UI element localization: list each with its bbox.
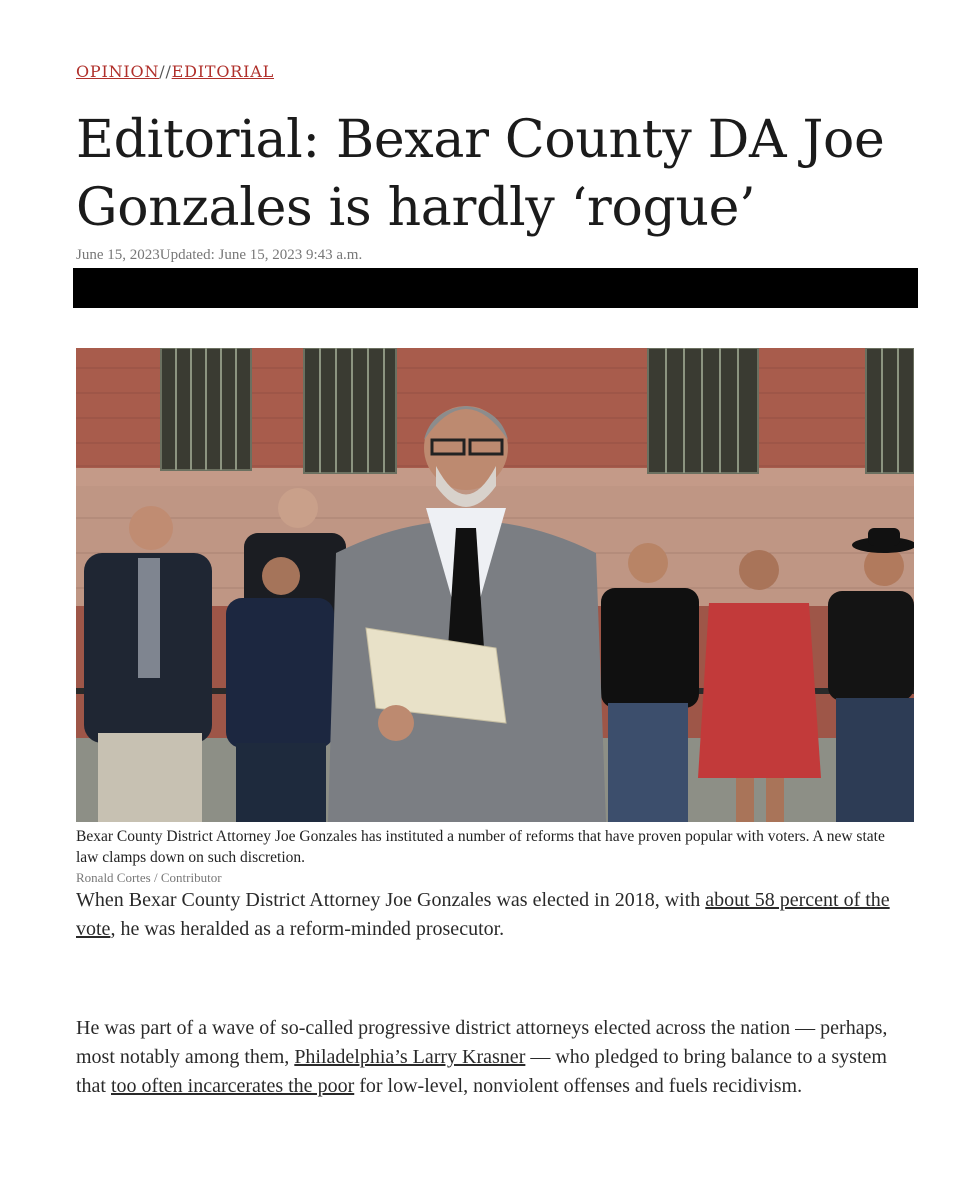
body-paragraph-1 bbox=[76, 886, 916, 944]
redaction-bar bbox=[73, 268, 918, 308]
published-date: June 15, 2023 bbox=[76, 247, 160, 263]
opinion-section-link[interactable]: OPINION bbox=[76, 62, 160, 81]
article-headline: Editorial: Bexar County DA Joe Gonzales is hardly ‘rogue’ bbox=[76, 110, 885, 238]
incarcerates-poor-link[interactable]: too often incarcerates the poor bbox=[111, 1075, 355, 1097]
paragraph-2-text-end: for low-level, nonviolent offenses and fuels recidivism. bbox=[354, 1075, 803, 1097]
updated-date: Updated: June 15, 2023 9:43 a.m. bbox=[159, 247, 363, 263]
article-dateline bbox=[76, 247, 362, 264]
body-paragraph-2 bbox=[76, 1014, 916, 1101]
photo-caption: Bexar County District Attorney Joe Gonzales has instituted a number of reforms that have proven popular with voters. A new state law clamps down on such discretion. bbox=[76, 828, 885, 866]
paragraph-1-text-start: When Bexar County District Attorney Joe Gonzales was elected in 2018, with bbox=[76, 889, 706, 911]
section-breadcrumb bbox=[76, 62, 274, 81]
breadcrumb-separator: // bbox=[159, 62, 172, 81]
article-photo[interactable] bbox=[76, 348, 914, 822]
paragraph-1-text-end: , he was heralded as a reform-minded prosecutor. bbox=[110, 918, 505, 940]
press-conference-photo bbox=[76, 348, 914, 822]
vote-percentage-link[interactable]: about 58 percent of the vote bbox=[76, 889, 890, 940]
paragraph-2-text-start: He was part of a wave of so-called progressive district attorneys elected across the nation — perhaps, most notably among them, bbox=[76, 1017, 888, 1068]
editorial-section-link[interactable]: EDITORIAL bbox=[171, 62, 275, 81]
photo-credit: Ronald Cortes / Contributor bbox=[76, 870, 222, 885]
larry-krasner-link[interactable]: Philadelphia’s Larry Krasner bbox=[294, 1046, 526, 1068]
paragraph-2-text-middle: — who pledged to bring balance to a system that bbox=[76, 1046, 887, 1097]
